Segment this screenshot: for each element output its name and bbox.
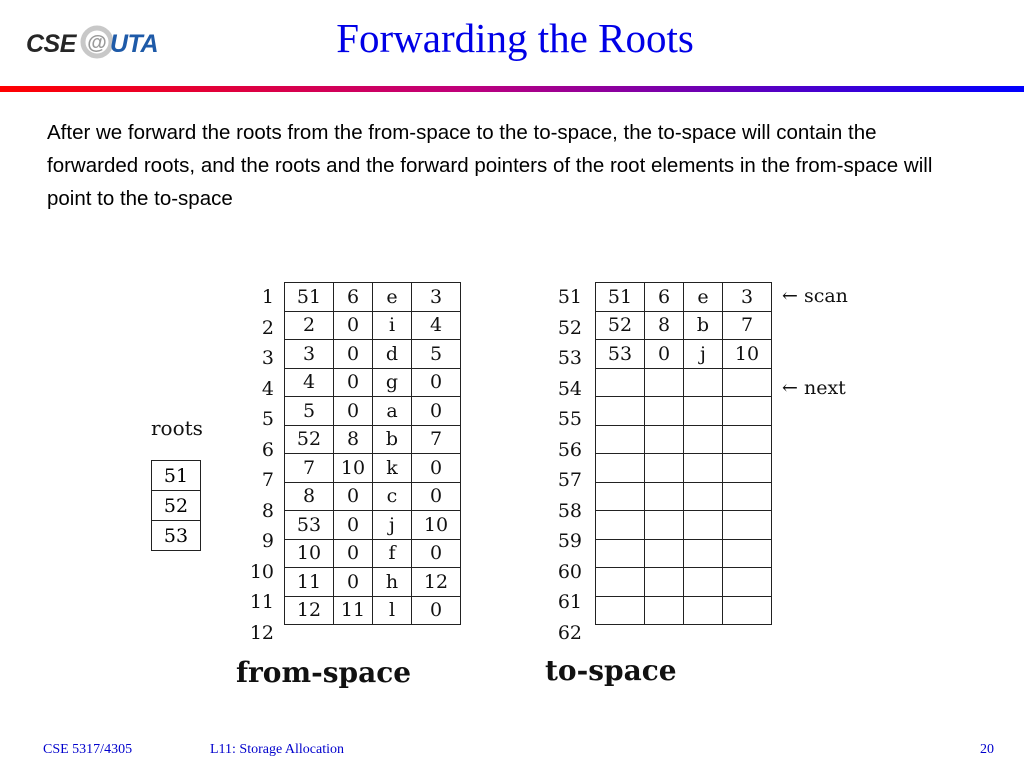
to-space-row-number: 56 <box>557 438 582 461</box>
to-space-row-number: 55 <box>557 408 582 430</box>
to-space-cell: 10 <box>723 340 772 369</box>
from-space-cell: 10 <box>412 511 461 540</box>
to-space-row <box>596 340 772 369</box>
from-space-cell: 7 <box>412 425 461 454</box>
to-space-cell <box>596 397 645 426</box>
root-cell: 53 <box>152 521 201 551</box>
title-divider <box>0 86 1024 92</box>
to-space-table <box>595 282 772 625</box>
from-space-row <box>285 568 461 597</box>
to-space-row-number: 52 <box>557 316 582 339</box>
to-space-cell <box>684 539 723 568</box>
to-space-row-number: 60 <box>557 560 582 583</box>
to-space-row <box>596 596 772 625</box>
to-space-cell: b <box>684 311 723 340</box>
from-space-cell: 0 <box>334 397 373 426</box>
to-space-row-number: 53 <box>557 347 582 369</box>
to-space-row-number: 62 <box>557 621 582 644</box>
to-space-cell <box>684 397 723 426</box>
from-space-cell: 4 <box>412 311 461 340</box>
from-space-row <box>285 311 461 340</box>
from-space-cell: c <box>373 482 412 511</box>
from-space-cell: 11 <box>285 568 334 597</box>
slide-body-text: After we forward the roots from the from-space to the to-space, the to-space will contain the forwarded roots, and the roots and the forward pointers of the root elements in the from-space will point to the to-space <box>47 121 933 210</box>
from-space-cell: 5 <box>412 340 461 369</box>
to-space-cell <box>596 368 645 397</box>
from-space-table <box>284 282 461 625</box>
cse-uta-logo <box>22 22 162 66</box>
to-space-row <box>596 397 772 426</box>
from-space-cell: 6 <box>334 283 373 312</box>
from-space-cell: a <box>373 397 412 426</box>
to-space-row-number: 54 <box>557 377 582 400</box>
roots-label: roots <box>151 416 203 440</box>
to-space-cell <box>645 425 684 454</box>
from-space-label: from-space <box>236 656 412 689</box>
root-cell: 52 <box>152 491 201 521</box>
to-space-cell <box>596 596 645 625</box>
from-space-cell: i <box>373 311 412 340</box>
from-space-row-number: 11 <box>249 591 274 613</box>
footer-page-number: 20 <box>980 742 994 757</box>
from-space-row-number: 7 <box>261 469 274 491</box>
from-space-cell: f <box>373 539 412 568</box>
to-space-row-number: 57 <box>557 469 582 491</box>
to-space-cell: j <box>684 340 723 369</box>
to-space-cell: 52 <box>596 311 645 340</box>
to-space-row <box>596 368 772 397</box>
from-space-cell: 0 <box>412 397 461 426</box>
to-space-cell <box>596 454 645 483</box>
to-space-cell: 51 <box>596 283 645 312</box>
logo-cse-text: CSE <box>26 30 76 58</box>
to-space-cell <box>596 511 645 540</box>
to-space-cell <box>645 482 684 511</box>
from-space-row-number: 5 <box>261 408 274 430</box>
to-space-cell <box>645 454 684 483</box>
from-space-cell: 0 <box>334 539 373 568</box>
from-space-row <box>285 368 461 397</box>
to-space-row-number: 61 <box>557 591 582 613</box>
to-space-row-number: 58 <box>557 499 582 522</box>
to-space-cell <box>684 425 723 454</box>
to-space-cell: 8 <box>645 311 684 340</box>
to-space-cell <box>645 368 684 397</box>
from-space-cell: 0 <box>412 482 461 511</box>
to-space-row <box>596 311 772 340</box>
to-space-cell: 6 <box>645 283 684 312</box>
to-space-cell <box>645 568 684 597</box>
from-space-cell: e <box>373 283 412 312</box>
from-space-cell: g <box>373 368 412 397</box>
from-space-cell: 12 <box>285 596 334 625</box>
to-space-cell <box>723 539 772 568</box>
slide-title: Forwarding the Roots <box>336 15 694 61</box>
footer-lecture: L11: Storage Allocation <box>210 742 345 757</box>
to-space-row-number: 59 <box>557 530 582 552</box>
from-space-cell: b <box>373 425 412 454</box>
scan-pointer-label: ← scan <box>782 285 848 307</box>
from-space-row-number: 12 <box>249 621 274 644</box>
from-space-cell: d <box>373 340 412 369</box>
from-space-cell: 11 <box>334 596 373 625</box>
from-space-cell: 7 <box>285 454 334 483</box>
from-space-row <box>285 397 461 426</box>
to-space-row <box>596 511 772 540</box>
roots-table <box>151 460 201 551</box>
from-space-row <box>285 454 461 483</box>
from-space-cell: k <box>373 454 412 483</box>
to-space-cell <box>723 454 772 483</box>
from-space-row <box>285 511 461 540</box>
to-space-cell: 0 <box>645 340 684 369</box>
from-space-row-number: 3 <box>261 347 274 369</box>
to-space-cell <box>645 539 684 568</box>
to-space-label: to-space <box>545 654 677 687</box>
to-space-row <box>596 568 772 597</box>
to-space-cell <box>645 596 684 625</box>
from-space-cell: 0 <box>334 511 373 540</box>
svg-text:@: @ <box>87 32 107 54</box>
to-space-cell: e <box>684 283 723 312</box>
from-space-cell: 0 <box>412 539 461 568</box>
to-space-cell: 7 <box>723 311 772 340</box>
from-space-row-number: 8 <box>261 499 274 522</box>
to-space-row <box>596 283 772 312</box>
from-space-cell: 12 <box>412 568 461 597</box>
from-space-row-numbers <box>240 282 274 648</box>
logo-uta-text: UTA <box>110 30 159 58</box>
from-space-cell: 0 <box>334 482 373 511</box>
to-space-cell <box>684 596 723 625</box>
from-space-cell: 53 <box>285 511 334 540</box>
from-space-cell: 0 <box>334 311 373 340</box>
from-space-cell: 51 <box>285 283 334 312</box>
to-space-cell <box>723 568 772 597</box>
from-space-cell: 5 <box>285 397 334 426</box>
from-space-cell: j <box>373 511 412 540</box>
from-space-cell: 8 <box>334 425 373 454</box>
to-space-cell <box>596 425 645 454</box>
from-space-cell: 52 <box>285 425 334 454</box>
to-space-cell <box>684 511 723 540</box>
from-space-row <box>285 539 461 568</box>
from-space-cell: 0 <box>334 568 373 597</box>
to-space-cell <box>723 511 772 540</box>
from-space-row-number: 9 <box>261 530 274 552</box>
from-space-row <box>285 425 461 454</box>
to-space-row <box>596 482 772 511</box>
to-space-cell <box>723 397 772 426</box>
next-pointer-label: ← next <box>782 377 846 399</box>
from-space-row-number: 10 <box>249 560 274 583</box>
from-space-row <box>285 340 461 369</box>
to-space-cell <box>723 482 772 511</box>
to-space-cell <box>645 511 684 540</box>
from-space-row <box>285 283 461 312</box>
to-space-cell <box>723 368 772 397</box>
to-space-cell <box>596 568 645 597</box>
to-space-cell <box>723 596 772 625</box>
to-space-row-numbers <box>548 282 582 648</box>
to-space-cell <box>596 482 645 511</box>
from-space-cell: 0 <box>334 340 373 369</box>
to-space-cell <box>684 454 723 483</box>
from-space-row-number: 2 <box>261 316 274 339</box>
from-space-cell: 4 <box>285 368 334 397</box>
to-space-cell: 3 <box>723 283 772 312</box>
to-space-cell <box>723 425 772 454</box>
from-space-row <box>285 482 461 511</box>
footer-course: CSE 5317/4305 <box>43 742 133 757</box>
from-space-cell: 10 <box>334 454 373 483</box>
to-space-row <box>596 425 772 454</box>
to-space-cell <box>596 539 645 568</box>
at-sign-icon <box>80 25 114 59</box>
from-space-row-number: 6 <box>261 438 274 461</box>
from-space-cell: 2 <box>285 311 334 340</box>
from-space-cell: 3 <box>285 340 334 369</box>
to-space-row <box>596 539 772 568</box>
from-space-row-number: 4 <box>261 377 274 400</box>
to-space-cell <box>684 368 723 397</box>
root-cell: 51 <box>152 461 201 491</box>
to-space-row-number: 51 <box>557 286 582 308</box>
from-space-cell: 10 <box>285 539 334 568</box>
from-space-cell: 0 <box>412 454 461 483</box>
to-space-cell <box>645 397 684 426</box>
from-space-cell: l <box>373 596 412 625</box>
from-space-cell: 0 <box>412 368 461 397</box>
to-space-cell <box>684 482 723 511</box>
from-space-cell: 8 <box>285 482 334 511</box>
to-space-row <box>596 454 772 483</box>
from-space-cell: 0 <box>334 368 373 397</box>
from-space-row <box>285 596 461 625</box>
to-space-cell: 53 <box>596 340 645 369</box>
to-space-cell <box>684 568 723 597</box>
from-space-cell: h <box>373 568 412 597</box>
from-space-cell: 0 <box>412 596 461 625</box>
from-space-cell: 3 <box>412 283 461 312</box>
from-space-row-number: 1 <box>261 286 274 308</box>
